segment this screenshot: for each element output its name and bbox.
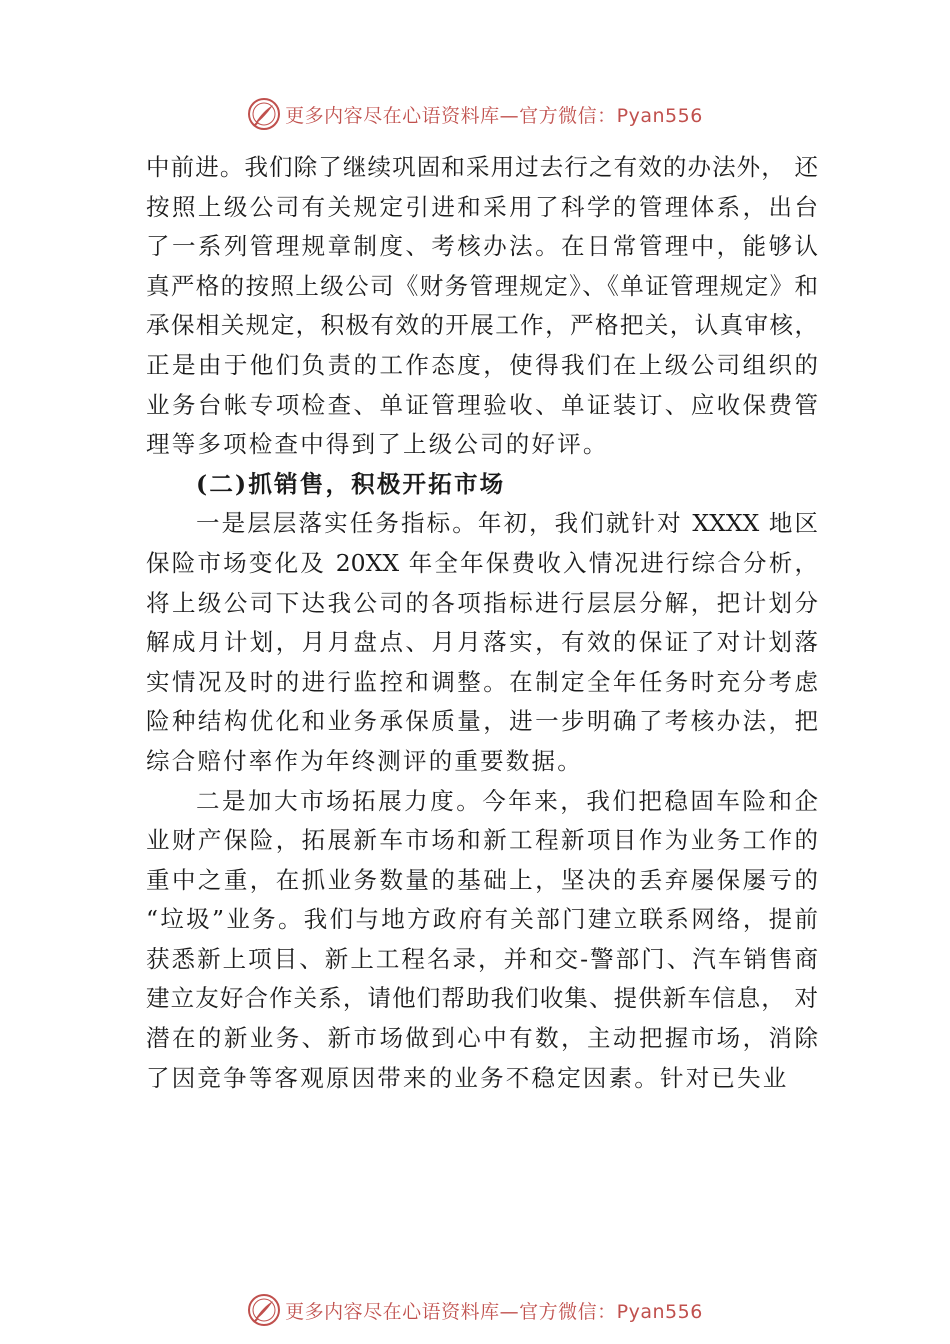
text-line: 建立友好合作关系，请他们帮助我们收集、提供新车信息， 对 [146, 984, 818, 1013]
footer-watermark [0, 1290, 950, 1330]
text-line: 重中之重，在抓业务数量的基础上，坚决的丢弃屡保屡亏的 [146, 865, 818, 894]
text-line: 解成月计划，月月盘点、月月落实，有效的保证了对计划落 [146, 628, 818, 657]
text-line: 一是层层落实任务指标。年初，我们就针对 XXXX 地区 [196, 509, 818, 538]
watermark-text: 更多内容尽在心语资料库—官方微信：Pyan556 [285, 104, 703, 127]
text-line: 承保相关规定，积极有效的开展工作，严格把关，认真审核， [146, 311, 818, 340]
text-line: 业务台帐专项检查、单证管理验收、单证装订、应收保费管 [146, 390, 818, 419]
text-line: 获悉新上项目、新上工程名录，并和交-警部门、汽车销售商 [146, 944, 818, 973]
document-body [146, 148, 818, 1098]
text-line: 真严格的按照上级公司《财务管理规定》、《单证管理规定》和 [146, 271, 818, 300]
watermark-text: 更多内容尽在心语资料库—官方微信：Pyan556 [285, 1300, 703, 1323]
text-line: 实情况及时的进行监控和调整。在制定全年任务时充分考虑 [146, 667, 818, 696]
text-line: “垃圾”业务。我们与地方政府有关部门建立联系网络，提前 [146, 905, 818, 934]
text-line: 潜在的新业务、新市场做到心中有数，主动把握市场，消除 [146, 1024, 818, 1053]
text-line: 业财产保险，拓展新车市场和新工程新项目作为业务工作的 [146, 826, 818, 855]
text-line: 险种结构优化和业务承保质量，进一步明确了考核办法，把 [146, 707, 818, 736]
text-line: 综合赔付率作为年终测评的重要数据。 [146, 746, 583, 775]
text-line: 理等多项检查中得到了上级公司的好评。 [146, 430, 609, 459]
text-line: 二是加大市场拓展力度。今年来，我们把稳固车险和企 [196, 786, 818, 815]
text-line: 了因竞争等客观原因带来的业务不稳定因素。针对已失业 [146, 1063, 789, 1092]
text-line: 按照上级公司有关规定引进和采用了科学的管理体系，出台 [146, 192, 818, 221]
text-line: 正是由于他们负责的工作态度，使得我们在上级公司组织的 [146, 350, 818, 379]
text-line: 了一系列管理规章制度、考核办法。在日常管理中，能够认 [146, 232, 818, 261]
feather-seal-icon [247, 97, 281, 131]
header-watermark [0, 94, 950, 134]
feather-seal-icon [247, 1293, 281, 1327]
text-line: 中前进。我们除了继续巩固和采用过去行之有效的办法外， 还 [146, 153, 818, 181]
text-line: 将上级公司下达我公司的各项指标进行层层分解，把计划分 [146, 588, 818, 617]
text-line: 保险市场变化及 20XX 年全年保费收入情况进行综合分析， [146, 548, 818, 577]
section-heading: (二)抓销售，积极开拓市场 [196, 469, 506, 498]
